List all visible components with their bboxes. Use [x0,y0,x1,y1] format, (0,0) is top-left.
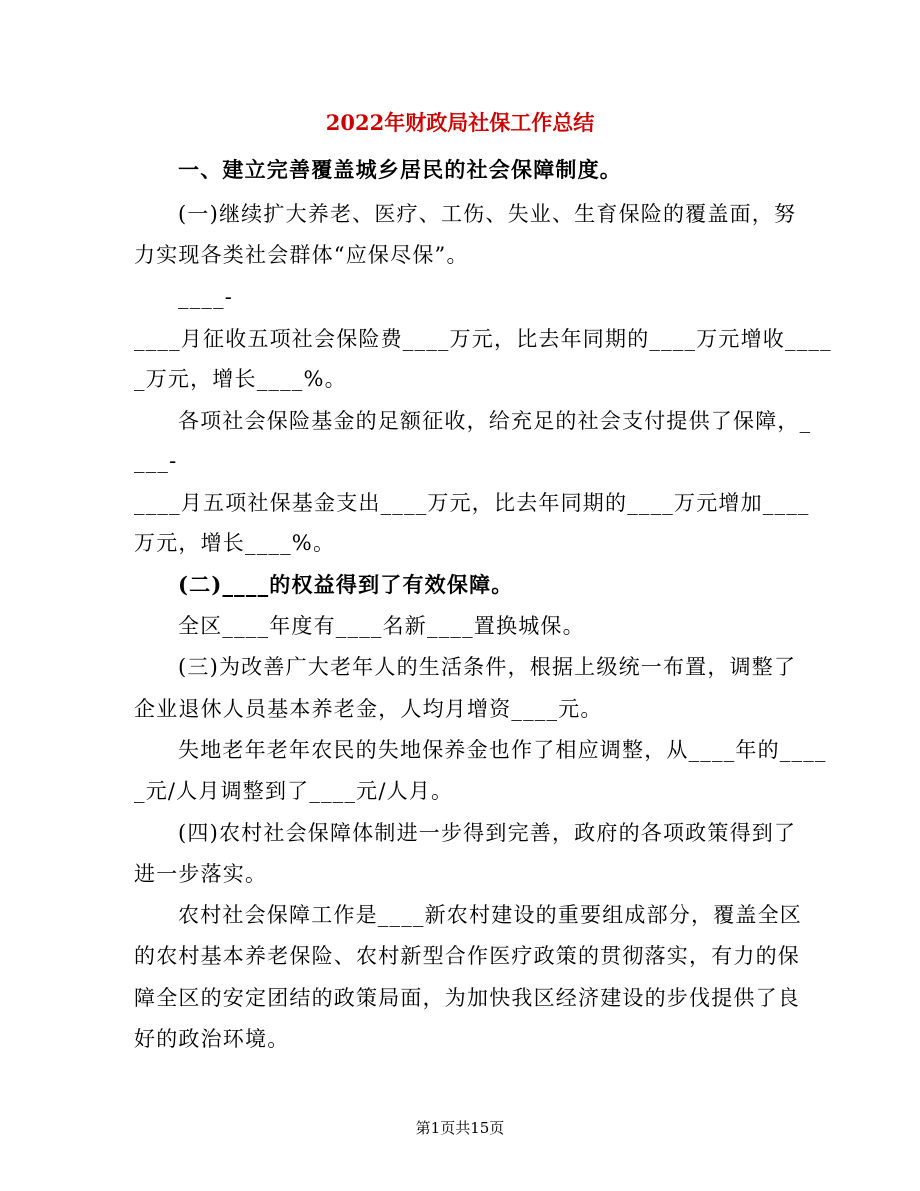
paragraph-line: 失地老年老年农民的失地保养金也作了相应调整，从____年的____ [178,738,827,762]
section-heading-1: 一、建立完善覆盖城乡居民的社会保障制度。 [178,157,622,182]
paragraph-line: (四)农村社会保障体制进一步得到完善，政府的各项政策得到了 [178,821,797,845]
paragraph-line: 企业退休人员基本养老金，人均月增资____元。 [134,697,603,721]
paragraph-line: 各项社会保险基金的足额征收，给充足的社会支付提供了保障，_ [178,409,812,433]
paragraph-line: 农村社会保障工作是____新农村建设的重要组成部分，覆盖全区 [178,903,802,927]
page-number: 第1页共15页 [415,1119,505,1137]
paragraph-line: ____月征收五项社会保险费____万元，比去年同期的____万元增收____ [134,327,832,351]
document-title: 2022年财政局社保工作总结 [325,110,595,135]
paragraph-line: 全区____年度有____名新____置换城保。 [178,614,585,638]
paragraph-line: _元/人月调整到了____元/人月。 [134,779,454,803]
paragraph-line: _万元，增长____%。 [134,367,347,391]
paragraph-line: (三)为改善广大老年人的生活条件，根据上级统一布置，调整了 [178,655,797,679]
paragraph-line: (一)继续扩大养老、医疗、工伤、失业、生育保险的覆盖面，努 [178,202,797,226]
paragraph-line: 好的政治环境。 [134,1027,290,1051]
paragraph-line: 的农村基本养老保险、农村新型合作医疗政策的贯彻落实，有力的保 [134,944,800,968]
paragraph-line: 力实现各类社会群体“应保尽保”。 [134,243,469,267]
paragraph-line: ___- [134,449,178,473]
paragraph-line: 万元，增长____%。 [134,531,336,555]
section-heading-2: (二)____的权益得到了有效保障。 [178,572,514,597]
paragraph-line: ____月五项社保基金支出____万元，比去年同期的____万元增加____ [134,491,810,515]
paragraph-line: ____- [178,285,234,309]
paragraph-line: 障全区的安定团结的政策局面，为加快我区经济建设的步伐提供了良 [134,986,800,1010]
paragraph-line: 进一步落实。 [134,862,268,886]
